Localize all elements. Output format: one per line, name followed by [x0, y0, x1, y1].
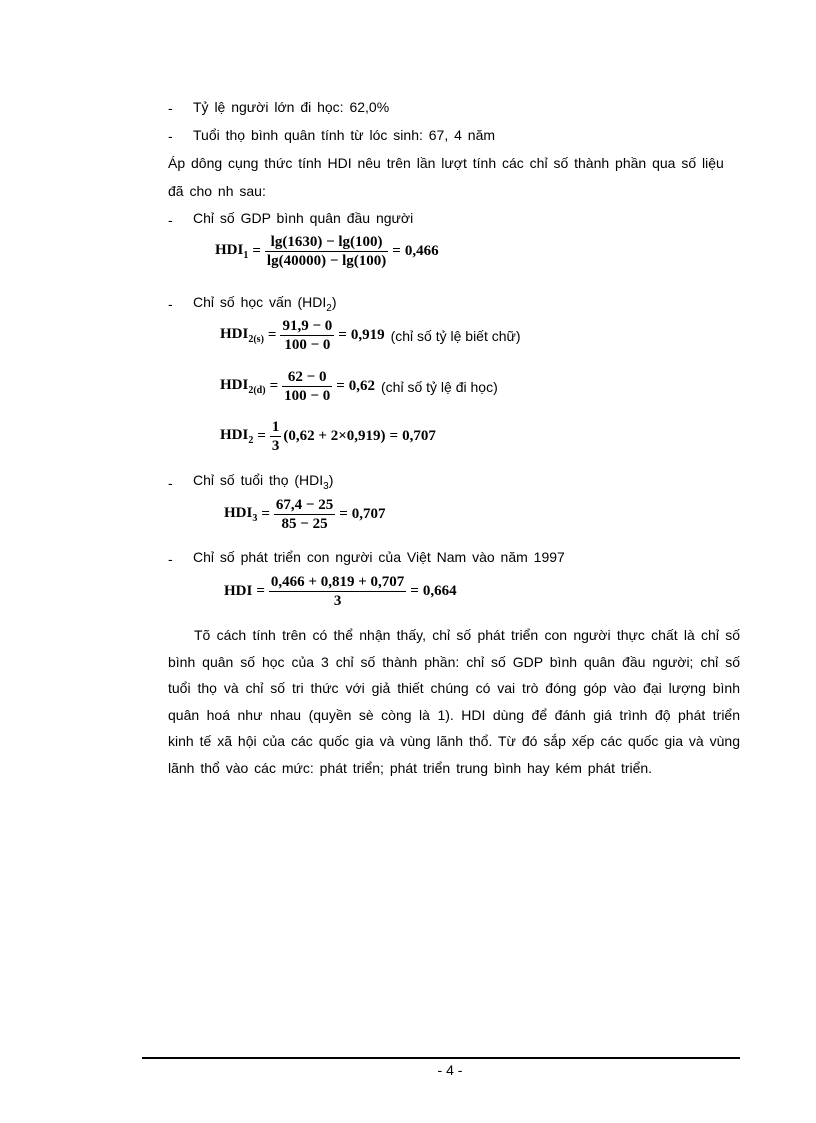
life-index-heading: Chỉ số tuổi thọ $(HDI_3)$: [193, 472, 334, 492]
formula-lhs: $HDI_2$: [220, 427, 254, 446]
formula-note: (chỉ số tỷ lệ biết chữ): [390, 327, 521, 344]
formula-hdi3: $HDI_3$ = $\frac{67,4 - 25}{85 - 25}$ = 0,707: [224, 497, 386, 532]
formula-result: 0,62: [348, 378, 376, 394]
formula-lhs: $HDI_{2(d)}$: [220, 377, 266, 396]
formula-result: 0,707: [402, 428, 436, 444]
formula-hdi2-schooling: $HDI_{2(d)}$ = $\frac{62 - 0}{100 - 0}$ = 0,62 (chỉ số tỷ lệ đi học): [220, 369, 498, 404]
formula-fraction: $\frac{0,466 + 0,819 + 0,707}{3}$: [270, 574, 405, 609]
formula-hdi2: $HDI_2$ = $\frac{1}{3}$ (0,62 + 2×0,919) = 0,707: [220, 419, 436, 454]
intro-line-2: đã cho nh sau:: [168, 183, 266, 199]
footer-rule: [142, 1057, 740, 1059]
formula-hdi2-literacy: $HDI_{2(s)}$ = $\frac{91,9 - 0}{100 - 0}$ = 0,919 (chỉ số tỷ lệ biết chữ): [220, 318, 521, 353]
formula-lhs: HDI: [224, 583, 253, 599]
formula-result: 0,707: [351, 506, 386, 522]
formula-lhs: $HDI_3$: [224, 505, 258, 524]
bullet-life-expectancy: Tuổi thọ bình quân tính từ lóc sinh: 67, 4 năm: [193, 127, 496, 143]
bullet-dash: -: [168, 296, 173, 312]
formula-fraction: $\frac{\lg(1630) - \lg(100)}{\lg(40000) - \lg(100)}$: [266, 234, 387, 269]
bullet-adult-schooling: Tỷ lệ người lớn đi học: 62,0%: [193, 99, 390, 115]
formula-result: 0,919: [350, 327, 385, 343]
formula-note: (chỉ số tỷ lệ đi học): [381, 378, 498, 395]
formula-fraction: $\frac{62 - 0}{100 - 0}$: [284, 369, 331, 404]
formula-expression: (0,62 + 2×0,919): [283, 428, 386, 444]
intro-line-1: Áp dông cụng thức tính HDI nêu trên lần lượt tính các chỉ số thành phần qua số liệu: [168, 155, 724, 171]
bullet-dash: -: [168, 551, 173, 567]
education-index-heading: Chỉ số học vấn $(HDI_2)$: [193, 294, 337, 314]
formula-hdi: HDI = $\frac{0,466 + 0,819 + 0,707}{3}$ = 0,664: [224, 574, 457, 609]
formula-result: 0,664: [422, 583, 457, 599]
bullet-dash: -: [168, 100, 173, 116]
formula-hdi1: $HDI_1$ = $\frac{\lg(1630) - \lg(100)}{\lg(40000) - \lg(100)}$ = 0,466: [215, 234, 439, 269]
hdi-heading: Chỉ số phát triển con người của Việt Nam vào năm 1997: [193, 549, 565, 565]
formula-fraction: $\frac{1}{3}$: [271, 419, 280, 454]
formula-fraction: $\frac{67,4 - 25}{85 - 25}$: [275, 497, 334, 532]
bullet-dash: -: [168, 212, 173, 228]
gdp-index-heading: Chỉ số GDP bình quân đầu người: [193, 210, 414, 226]
page-number: - 4 -: [437, 1062, 463, 1078]
formula-lhs: $HDI_1$: [215, 242, 249, 261]
bullet-dash: -: [168, 475, 173, 491]
formula-result: 0,466: [404, 243, 439, 259]
conclusion-paragraph: Tõ cách tính trên có thể nhận thấy, chỉ số phát triển con người thực chất là chỉ số bình quân số học của 3 chỉ số thành phần: chỉ số GDP bình quân đầu người; chỉ số tuổi thọ và chỉ số tri thức với giả thiết chúng có vai trò đóng góp vào đại lượng bình quân hoá như nhau (quyền sè còng là 1). HDI dùng để đánh giá trình độ phát triển kinh tế xã hội của các quốc gia và vùng lãnh thổ. Từ đó sắp xếp các quốc gia và vùng lãnh thổ vào các mức: phát triển; phát triển trung bình hay kém phát triển.: [168, 627, 740, 776]
formula-lhs: $HDI_{2(s)}$: [220, 326, 264, 345]
formula-fraction: $\frac{91,9 - 0}{100 - 0}$: [282, 318, 333, 353]
bullet-dash: -: [168, 128, 173, 144]
